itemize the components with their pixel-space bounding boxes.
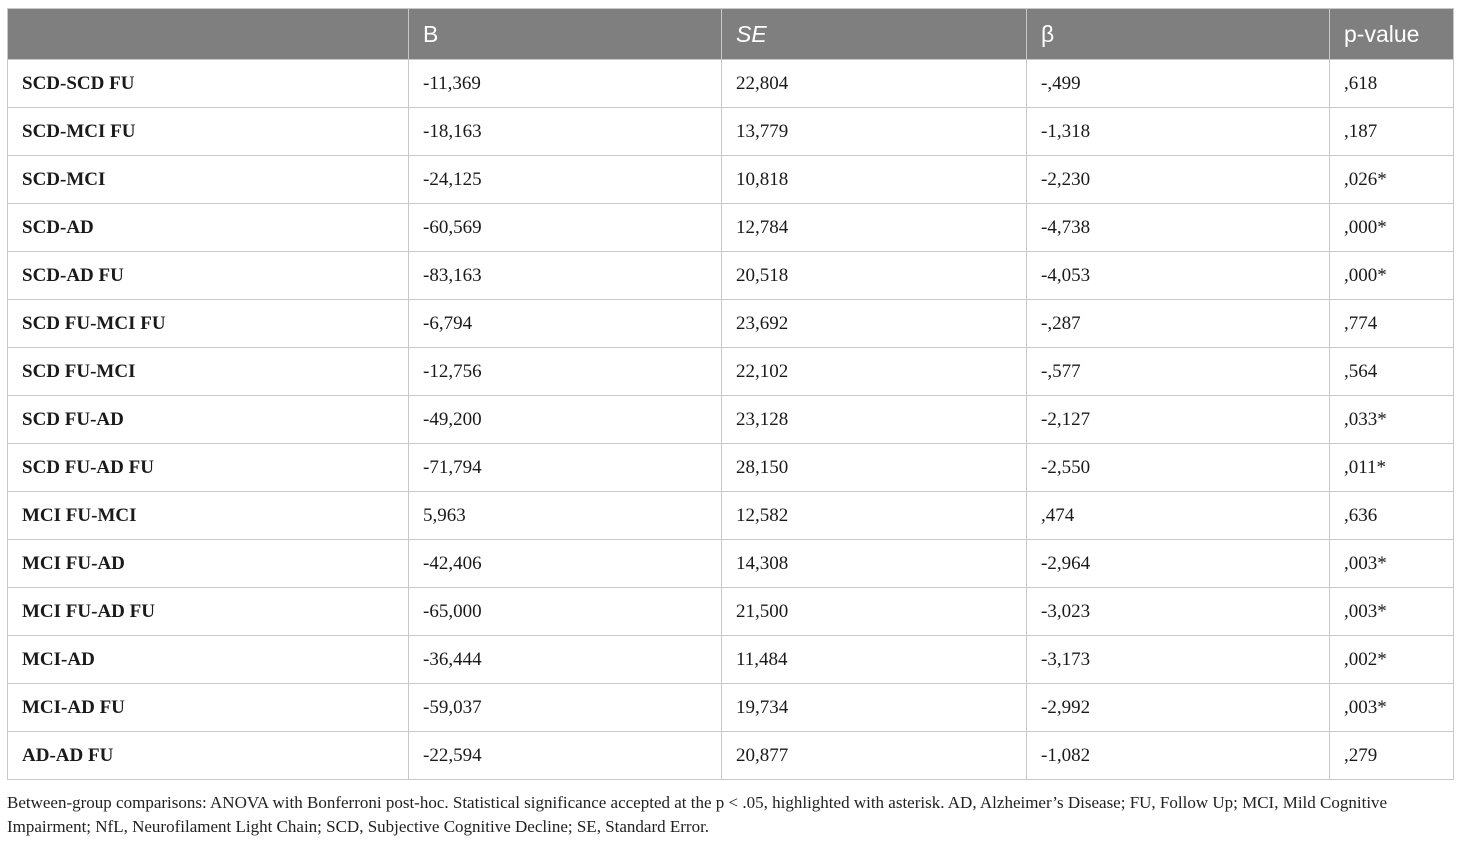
header-row: [8, 9, 1454, 60]
cell-se: 28,150: [722, 444, 1027, 492]
table-row: [8, 60, 1454, 108]
header-cell-comparison: [8, 9, 409, 60]
cell-comparison: MCI FU-MCI: [8, 492, 409, 540]
cell-p-value: ,003*: [1330, 540, 1454, 588]
cell-p-value: ,564: [1330, 348, 1454, 396]
cell-beta: -,577: [1027, 348, 1330, 396]
cell-comparison: SCD-SCD FU: [8, 60, 409, 108]
cell-b: -42,406: [409, 540, 722, 588]
table-row: [8, 156, 1454, 204]
cell-comparison: SCD FU-AD: [8, 396, 409, 444]
cell-beta: -2,964: [1027, 540, 1330, 588]
cell-comparison: MCI FU-AD FU: [8, 588, 409, 636]
cell-se: 10,818: [722, 156, 1027, 204]
cell-p-value: ,618: [1330, 60, 1454, 108]
cell-beta: -,499: [1027, 60, 1330, 108]
table-body: [8, 60, 1454, 780]
cell-beta: -4,053: [1027, 252, 1330, 300]
cell-comparison: SCD FU-MCI FU: [8, 300, 409, 348]
table-row: [8, 636, 1454, 684]
cell-b: -18,163: [409, 108, 722, 156]
cell-b: -24,125: [409, 156, 722, 204]
cell-comparison: MCI-AD FU: [8, 684, 409, 732]
table-row: [8, 252, 1454, 300]
cell-se: 19,734: [722, 684, 1027, 732]
cell-b: -36,444: [409, 636, 722, 684]
table-footnote: Between-group comparisons: ANOVA with Bonferroni post-hoc. Statistical significance accepted at the p < .05, highlighted with asterisk. AD, Alzheimer’s Disease; FU, Follow Up; MCI, Mild Cognitive Impairment; NfL, Neurofilament Light Chain; SCD, Subjective Cognitive Decline; SE, Standard Error.: [7, 793, 1388, 836]
cell-b: -60,569: [409, 204, 722, 252]
cell-comparison: MCI-AD: [8, 636, 409, 684]
cell-comparison: SCD FU-MCI: [8, 348, 409, 396]
cell-beta: -2,127: [1027, 396, 1330, 444]
cell-p-value: ,000*: [1330, 252, 1454, 300]
cell-p-value: ,636: [1330, 492, 1454, 540]
table-row: [8, 108, 1454, 156]
cell-beta: -1,082: [1027, 732, 1330, 780]
table-row: [8, 396, 1454, 444]
cell-se: 13,779: [722, 108, 1027, 156]
cell-se: 21,500: [722, 588, 1027, 636]
cell-comparison: SCD-MCI FU: [8, 108, 409, 156]
cell-p-value: ,003*: [1330, 588, 1454, 636]
cell-se: 14,308: [722, 540, 1027, 588]
cell-beta: -,287: [1027, 300, 1330, 348]
cell-se: 12,784: [722, 204, 1027, 252]
cell-b: -59,037: [409, 684, 722, 732]
cell-beta: -2,992: [1027, 684, 1330, 732]
table-header: [8, 9, 1454, 60]
table-row: [8, 444, 1454, 492]
cell-se: 22,102: [722, 348, 1027, 396]
cell-beta: -2,550: [1027, 444, 1330, 492]
table-row: [8, 540, 1454, 588]
cell-p-value: ,002*: [1330, 636, 1454, 684]
cell-beta: ,474: [1027, 492, 1330, 540]
table-row: [8, 684, 1454, 732]
table-row: [8, 300, 1454, 348]
cell-p-value: ,279: [1330, 732, 1454, 780]
results-table-container: [7, 8, 1453, 780]
cell-se: 22,804: [722, 60, 1027, 108]
cell-se: 23,128: [722, 396, 1027, 444]
cell-b: -71,794: [409, 444, 722, 492]
cell-b: -6,794: [409, 300, 722, 348]
cell-b: -65,000: [409, 588, 722, 636]
cell-b: -11,369: [409, 60, 722, 108]
header-cell-b: B: [409, 9, 722, 60]
cell-se: 12,582: [722, 492, 1027, 540]
cell-b: -49,200: [409, 396, 722, 444]
cell-p-value: ,774: [1330, 300, 1454, 348]
table-row: [8, 732, 1454, 780]
cell-p-value: ,187: [1330, 108, 1454, 156]
cell-comparison: SCD-AD: [8, 204, 409, 252]
header-cell-se: SE: [722, 9, 1027, 60]
cell-p-value: ,003*: [1330, 684, 1454, 732]
cell-comparison: SCD-MCI: [8, 156, 409, 204]
cell-p-value: ,026*: [1330, 156, 1454, 204]
cell-b: -22,594: [409, 732, 722, 780]
cell-comparison: AD-AD FU: [8, 732, 409, 780]
table-row: [8, 348, 1454, 396]
cell-comparison: SCD FU-AD FU: [8, 444, 409, 492]
cell-se: 11,484: [722, 636, 1027, 684]
cell-se: 20,877: [722, 732, 1027, 780]
cell-p-value: ,033*: [1330, 396, 1454, 444]
cell-beta: -4,738: [1027, 204, 1330, 252]
table-row: [8, 492, 1454, 540]
header-cell-beta: β: [1027, 9, 1330, 60]
cell-beta: -2,230: [1027, 156, 1330, 204]
posthoc-comparison-table: [7, 8, 1454, 780]
header-cell-p-value: p-value: [1330, 9, 1454, 60]
table-row: [8, 588, 1454, 636]
cell-beta: -1,318: [1027, 108, 1330, 156]
cell-se: 20,518: [722, 252, 1027, 300]
cell-p-value: ,011*: [1330, 444, 1454, 492]
cell-comparison: MCI FU-AD: [8, 540, 409, 588]
cell-p-value: ,000*: [1330, 204, 1454, 252]
cell-b: -12,756: [409, 348, 722, 396]
cell-comparison: SCD-AD FU: [8, 252, 409, 300]
cell-b: -83,163: [409, 252, 722, 300]
table-row: [8, 204, 1454, 252]
cell-beta: -3,173: [1027, 636, 1330, 684]
cell-beta: -3,023: [1027, 588, 1330, 636]
cell-b: 5,963: [409, 492, 722, 540]
cell-se: 23,692: [722, 300, 1027, 348]
